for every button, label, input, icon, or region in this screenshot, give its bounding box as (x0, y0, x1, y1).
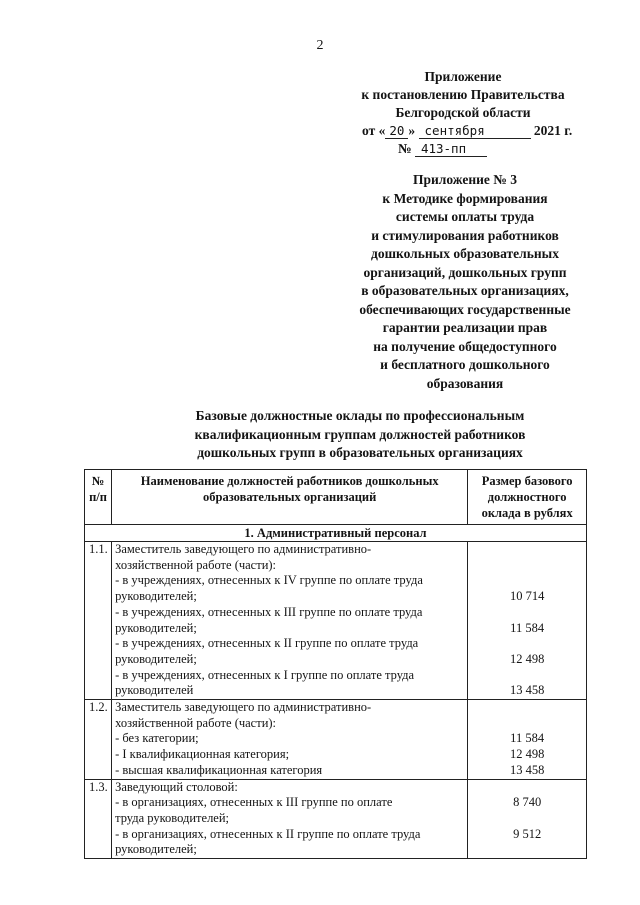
table-title-line: квалификационным группам должностей работников (194, 426, 526, 442)
salary-value: 11 584 (510, 620, 545, 635)
salary-value: 8 740 (513, 795, 542, 810)
row-number: 1.2. (85, 700, 112, 780)
methodology-line: системы оплаты труда (395, 209, 535, 224)
date-day: 20 (385, 124, 408, 139)
salary-value (471, 636, 583, 652)
decree-number (338, 140, 588, 158)
appendix-line-2: Белгородской области (395, 105, 531, 120)
position-line: труда руководителей; (115, 810, 230, 825)
salary-value (471, 811, 583, 827)
position-line: Заведующий столовой: (115, 779, 238, 794)
salary-value (471, 842, 583, 858)
salary-value (471, 542, 583, 558)
salary-value: 9 512 (513, 826, 542, 841)
salary-value: 12 498 (509, 747, 545, 762)
section-row (85, 525, 587, 542)
row-salary (468, 779, 587, 859)
number-prefix: № (398, 141, 412, 156)
salary-value (471, 716, 583, 732)
salary-value (471, 605, 583, 621)
methodology-line: Приложение № 3 (413, 172, 517, 187)
position-line: - в учреждениях, отнесенных к IV группе по оплате труда (115, 573, 423, 588)
number-value: 413-пп (415, 142, 487, 157)
position-line: Заместитель заведующего по административно- (115, 700, 372, 715)
methodology-line: в образовательных организациях, (361, 283, 569, 298)
table-title-line: дошкольных групп в образовательных организациях (197, 445, 523, 460)
position-line: - в учреждениях, отнесенных к II группе по оплате труда (115, 636, 419, 651)
appendix-line-1: к постановлению Правительства (361, 87, 565, 102)
date-month: сентября (419, 124, 531, 139)
position-line: Заместитель заведующего по административно- (115, 542, 372, 556)
date-prefix: от « (362, 123, 386, 138)
table-title (150, 407, 570, 463)
salary-table (84, 469, 587, 859)
position-line: руководителей; (115, 589, 197, 604)
salary-value (471, 780, 583, 796)
salary-value: 12 498 (509, 651, 545, 666)
salary-value (471, 573, 583, 589)
methodology-line: образования (426, 375, 504, 391)
row-salary (468, 542, 587, 700)
decree-date (338, 122, 588, 140)
table-header-row (85, 470, 587, 525)
position-line: хозяйственной работе (части): (115, 715, 277, 730)
position-line: хозяйственной работе (части): (115, 557, 277, 572)
row-salary (468, 700, 587, 780)
row-position-name (112, 700, 468, 780)
salary-value: 13 458 (509, 762, 545, 777)
methodology-line: и бесплатного дошкольного (380, 357, 550, 372)
appendix-block (338, 68, 588, 158)
salary-value: 11 584 (510, 731, 545, 746)
salary-value: 10 714 (509, 589, 545, 604)
header-name: Наименование должностей работников дошкольных образовательных организаций (112, 470, 468, 525)
salary-value (471, 558, 583, 574)
row-position-name (112, 542, 468, 700)
table-row (85, 700, 587, 780)
date-mid: » (408, 123, 416, 138)
row-number: 1.1. (85, 542, 112, 700)
methodology-line: обеспечивающих государственные (359, 301, 571, 317)
methodology-line: организаций, дошкольных групп (363, 264, 567, 280)
header-num: № п/п (85, 470, 112, 525)
table-row (85, 542, 587, 700)
page-number: 2 (316, 38, 324, 53)
salary-value (471, 668, 583, 684)
table-title-line: Базовые должностные оклады по профессиональным (195, 408, 525, 423)
position-line: руководителей; (115, 842, 197, 857)
position-line: - I квалификационная категория; (115, 747, 290, 762)
row-number: 1.3. (85, 779, 112, 859)
salary-value (471, 700, 583, 716)
methodology-line: дошкольных образовательных (371, 246, 559, 261)
position-line: руководителей; (115, 620, 197, 635)
methodology-heading (340, 171, 590, 393)
methodology-line: к Методике формирования (382, 190, 548, 206)
row-position-name (112, 779, 468, 859)
methodology-line: гарантии реализации прав (382, 320, 548, 335)
position-line: - высшая квалификационная категория (115, 762, 323, 777)
position-line: - в организациях, отнесенных к II группе по оплате труда (115, 826, 421, 841)
position-line: - в учреждениях, отнесенных к III группе по оплате труда (115, 604, 423, 619)
appendix-title: Приложение (424, 69, 502, 84)
position-line: - в учреждениях, отнесенных к I группе по оплате труда (115, 667, 415, 682)
methodology-line: на получение общедоступного (373, 338, 557, 354)
header-salary: Размер базового должностного оклада в рублях (468, 470, 587, 525)
table-row (85, 779, 587, 859)
position-line: - без категории; (115, 731, 199, 746)
position-line: руководителей; (115, 651, 197, 666)
position-line: руководителей (115, 683, 194, 698)
salary-value: 13 458 (509, 683, 545, 698)
section-title: 1. Административный персонал (85, 525, 587, 542)
methodology-line: и стимулирования работников (371, 227, 559, 243)
date-year: 2021 г. (533, 123, 573, 138)
position-line: - в организациях, отнесенных к III группе по оплате (115, 795, 393, 810)
